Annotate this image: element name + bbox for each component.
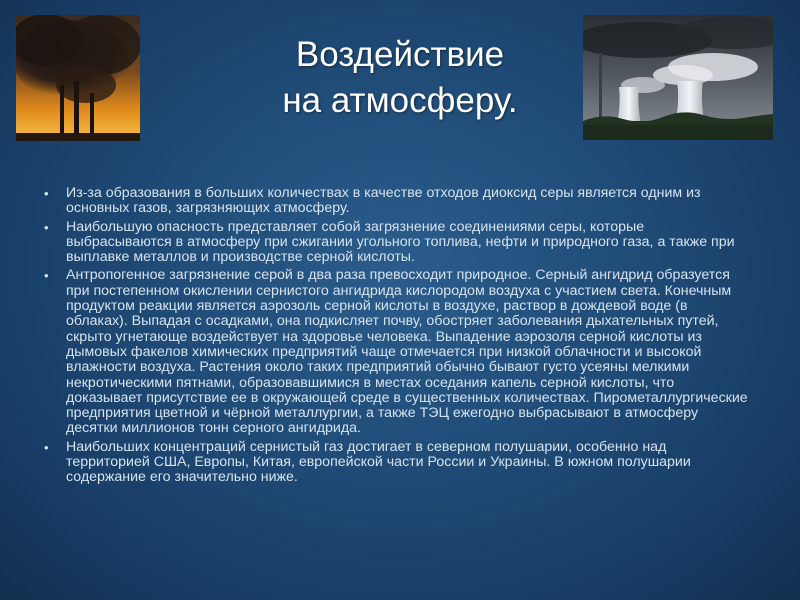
bullet-text: Антропогенное загрязнение серой в два раза превосходит природное. Серный ангидрид образуется при постепенном окислении сернистого ангидрида кислородом воздуха с участием света. Конечным продуктом реакции является аэрозоль серной кислоты в воздухе, раствор в дождевой воде (в облаках). Выпадая с осадками, она подкисляет почву, обостряет заболевания дыхательных путей, скрыто угнетающе воздействует на здоровье человека. Выпадение аэрозоля серной кислоты из дымовых факелов химических предприятий чаще отмечается при низкой облачности и высокой влажности воздуха. Растения около таких предприятий обычно бывают густо усеяны мелкими некротическими пятнами, образовавшимися в местах оседания капель серной кислоты, что доказывает присутствие ее в окружающей среде в существенных количествах. Пирометаллургические предприятия цветной и чёрной металлургии, а также ТЭЦ ежегодно выбрасывают в атмосферу десятки миллионов тонн серного ангидрида. (66, 267, 748, 437)
bullet-item (44, 440, 748, 486)
slide-title-line2: на атмосферу. (282, 81, 518, 120)
bullet-text: Наибольшую опасность представляет собой загрязнение соединениями серы, которые выбрасываются в атмосферу при сжигании угольного топлива, нефти и природного газа, а также при выплавке металлов и производстве серной кислоты. (66, 218, 735, 266)
slide-title-line1: Воздействие (295, 35, 505, 74)
bullet-marker: • (44, 268, 49, 284)
bullet-text: Из-за образования в больших количествах в качестве отходов диоксид серы является одним из основных газов, загрязняющих атмосферу. (66, 185, 701, 217)
bullet-text: Наибольших концентраций сернистый газ достигает в северном полушарии, особенно над территорией США, Европы, Китая, европейской части России и Украины. В южном полушарии содержание его значительно ниже. (66, 438, 691, 486)
bullet-list (44, 186, 748, 489)
bullet-marker: • (44, 439, 49, 455)
bullet-marker: • (44, 186, 49, 201)
smokestack-sunset-photo (16, 15, 140, 141)
slide-title (200, 32, 600, 124)
bullet-marker: • (44, 219, 49, 235)
power-plant-cooling-towers-photo (583, 15, 773, 140)
bullet-item (44, 186, 748, 217)
bullet-item (44, 268, 748, 436)
bullet-item (44, 220, 748, 266)
